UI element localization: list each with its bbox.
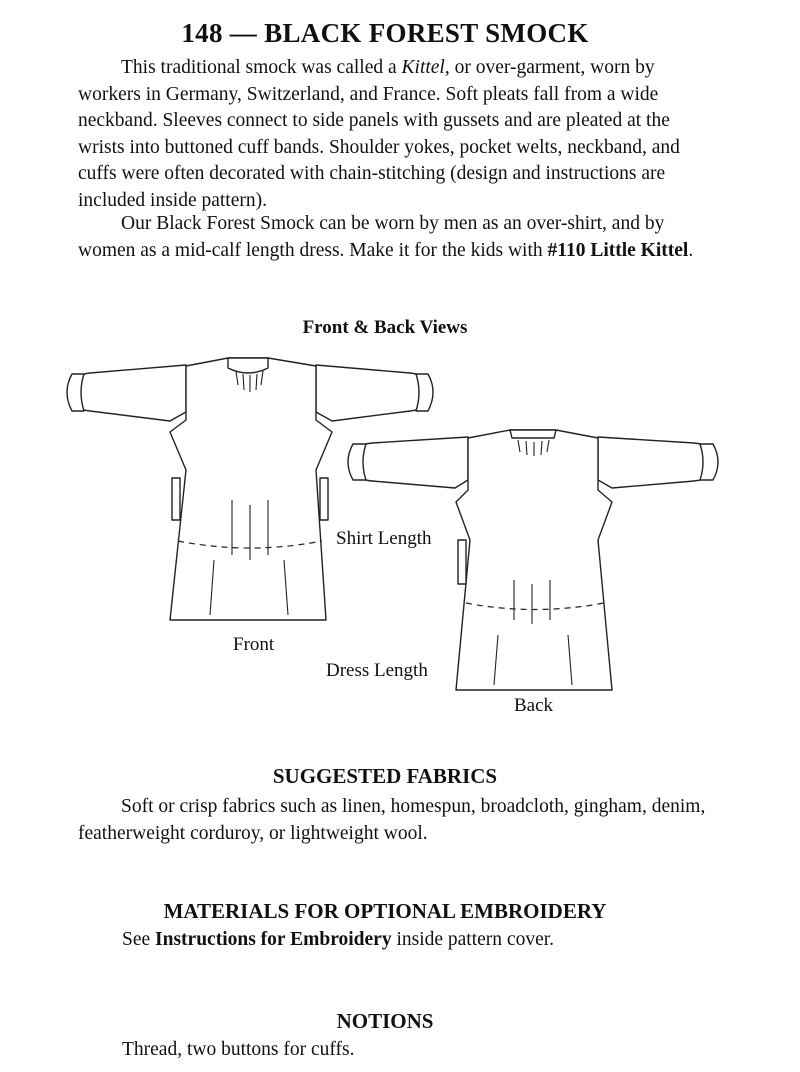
front-view-drawing: [67, 358, 433, 620]
front-left-pocket: [172, 478, 180, 520]
shirt-length-label: Shirt Length: [336, 528, 432, 549]
front-label: Front: [233, 634, 275, 655]
kittel-term: Kittel: [401, 57, 445, 78]
embroidery-instructions-reference: Instructions for Embroidery: [155, 929, 392, 950]
intro-text-start: This traditional smock was called a: [121, 57, 402, 78]
notions-text: Thread, two buttons for cuffs.: [122, 1039, 355, 1060]
usage-text-end: .: [688, 239, 694, 261]
materials-text-end: inside pattern cover.: [391, 929, 555, 950]
views-heading: Front & Back Views: [302, 317, 468, 338]
front-right-cuff: [416, 374, 433, 411]
usage-text: Our Black Forest Smock can be worn by men as an over-shirt, and by women as a mid-calf length dress. Make it for the kids with: [78, 213, 665, 261]
little-kittel-reference: #110 Little Kittel: [547, 239, 689, 261]
materials-heading: MATERIALS FOR OPTIONAL EMBROIDERY: [163, 899, 607, 923]
back-view-drawing: [348, 430, 718, 690]
front-left-sleeve: [70, 365, 186, 421]
back-label: Back: [514, 695, 554, 716]
front-right-sleeve: [316, 365, 430, 421]
front-left-cuff: [67, 374, 84, 411]
page-title: 148 — BLACK FOREST SMOCK: [181, 18, 589, 48]
front-neckband: [228, 358, 268, 373]
front-body: [170, 358, 332, 620]
front-right-pocket: [320, 478, 328, 520]
back-left-sleeve: [350, 437, 468, 488]
fabrics-list: Soft or crisp fabrics such as linen, homespun, broadcloth, gingham, denim, featherweight corduroy, or lightweight wool.: [78, 796, 706, 844]
back-right-sleeve: [598, 437, 716, 488]
back-pocket: [458, 540, 466, 584]
dress-length-label: Dress Length: [326, 660, 428, 681]
materials-text-start: See: [122, 929, 156, 950]
notions-heading: NOTIONS: [336, 1009, 434, 1033]
fabrics-text: [78, 793, 738, 847]
back-body: [456, 430, 612, 690]
materials-text: [122, 929, 554, 951]
fabrics-heading: SUGGESTED FABRICS: [272, 764, 498, 788]
back-neckband: [510, 430, 556, 438]
intro-text-rest: , or over-garment, worn by workers in Germany, Switzerland, and France. Soft pleats fall from a wide neckband. Sleeves connect to side panels with gussets and are pleated at the wrists into buttoned cuff bands. Shoulder yokes, pocket welts, neckband, and cuffs were often decorated with chain-stitching (design and instructions are included inside pattern).: [78, 57, 680, 211]
back-right-cuff: [700, 444, 718, 480]
back-left-cuff: [348, 444, 366, 480]
